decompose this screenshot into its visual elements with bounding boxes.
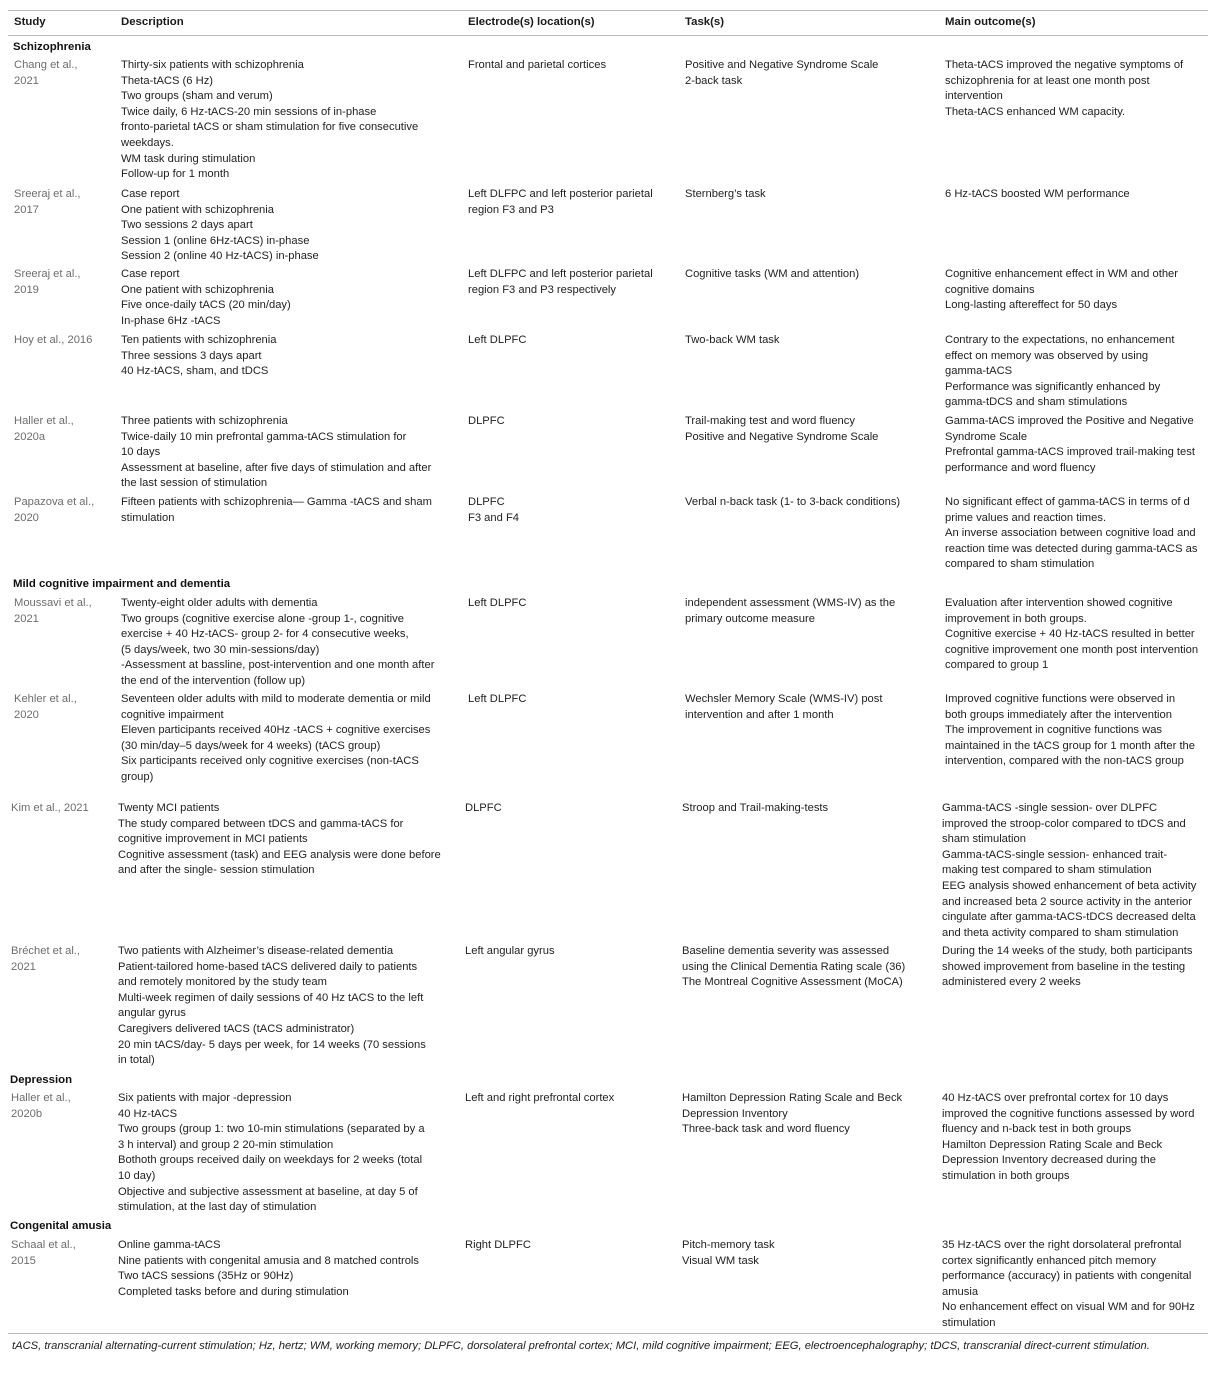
cell-line: Patient-tailored home-based tACS delivered daily to patients <box>118 960 418 973</box>
cell-line: making test compared to sham stimulation <box>942 864 1152 877</box>
cell-study <box>14 58 77 89</box>
section-heading: Schizophrenia <box>13 41 91 53</box>
cell-line: Sreeraj et al., <box>14 188 81 200</box>
cell-line: Left and right prefrontal cortex <box>465 1092 615 1104</box>
header-rule <box>8 35 1208 36</box>
cell-line: 2020b <box>11 1107 43 1120</box>
cell-line: Contrary to the expectations, no enhancement <box>945 334 1175 346</box>
cell-line: 2021 <box>14 612 39 625</box>
cell-tasks <box>685 495 900 511</box>
cell-line: Positive and Negative Syndrome Scale <box>685 59 879 71</box>
cell-line: One patient with schizophrenia <box>121 203 274 216</box>
cell-electrode <box>468 596 526 612</box>
cell-line: independent assessment (WMS-IV) as the <box>685 597 896 609</box>
cell-line: Schaal et al., <box>11 1239 76 1251</box>
cell-line: In-phase 6Hz -tACS <box>121 314 221 327</box>
cell-line: Online gamma-tACS <box>118 1239 221 1251</box>
cell-line: the end of the intervention (follow up) <box>121 674 306 687</box>
cell-line: -Assessment at bassline, post-intervention and one month after <box>121 659 435 672</box>
cell-outcome <box>942 801 1196 941</box>
cell-line: group) <box>121 770 154 783</box>
header-tasks: Task(s) <box>685 16 725 28</box>
cell-line: 3 h interval) and group 2 20-min stimulation <box>118 1138 334 1151</box>
cell-outcome <box>945 333 1175 411</box>
cell-line: Hamilton Depression Rating Scale and Beck <box>942 1138 1163 1151</box>
cell-study <box>14 495 94 526</box>
cell-outcome <box>945 596 1198 674</box>
cell-line: DLPFC <box>468 496 505 508</box>
cell-line: intervention <box>945 90 1003 103</box>
cell-description <box>121 333 276 380</box>
cell-line: Left DLFPC and left posterior parietal <box>468 188 653 200</box>
cell-line: 2015 <box>11 1254 36 1267</box>
cell-line: During the 14 weeks of the study, both participants <box>942 945 1193 957</box>
cell-line: primary outcome measure <box>685 612 815 625</box>
cell-electrode <box>468 267 653 298</box>
cell-line: 2-back task <box>685 74 743 87</box>
cell-line: Frontal and parietal cortices <box>468 59 607 71</box>
cell-line: 2020 <box>14 708 39 721</box>
cell-line: gamma-tACS <box>945 365 1013 378</box>
cell-line: Two groups (cognitive exercise alone -group 1-, cognitive <box>121 612 404 625</box>
cell-description <box>118 1091 425 1216</box>
cell-electrode <box>465 944 555 960</box>
cell-line: Sternberg’s task <box>685 188 766 200</box>
header-outcome: Main outcome(s) <box>945 16 1036 28</box>
cell-line: Bréchet et al., <box>11 945 81 957</box>
cell-outcome <box>945 58 1183 120</box>
cell-description <box>118 944 426 1069</box>
cell-outcome <box>945 414 1195 476</box>
cell-line: Cognitive tasks (WM and attention) <box>685 268 860 280</box>
cell-outcome <box>945 267 1178 314</box>
cell-line: gamma-tDCS and sham stimulations <box>945 396 1128 409</box>
cell-electrode <box>468 692 526 708</box>
cell-line: Two groups (sham and verum) <box>121 90 273 103</box>
cell-line: 40 Hz-tACS <box>118 1107 178 1120</box>
cell-line: Kehler et al., <box>14 693 77 705</box>
cell-description <box>121 495 432 526</box>
cell-tasks <box>685 596 895 627</box>
cell-line: performance and word fluency <box>945 461 1096 474</box>
cell-line: improved the cognitive functions assessed by word <box>942 1107 1195 1120</box>
cell-line: Three patients with schizophrenia <box>121 415 288 427</box>
cell-line: 20 min tACS/day- 5 days per week, for 14 weeks (70 sessions <box>118 1038 426 1051</box>
cell-line: fluency and n-back test in both groups <box>942 1123 1132 1136</box>
cell-line: 2020 <box>14 511 39 524</box>
cell-line: Two groups (group 1: two 10-min stimulations (separated by a <box>118 1123 425 1136</box>
cell-line: intervention, compared with the non-tACS group <box>945 755 1184 768</box>
cell-line: Bothoth groups received daily on weekdays for 2 weeks (total <box>118 1154 423 1167</box>
cell-line: exercise + 40 Hz-tACS- group 2- for 4 consecutive weeks, <box>121 628 409 641</box>
cell-line: compared to sham stimulation <box>945 558 1095 571</box>
cell-line: Pitch-memory task <box>682 1239 775 1251</box>
section-heading: Congenital amusia <box>10 1220 112 1232</box>
cell-description <box>121 692 431 786</box>
cell-tasks <box>682 1091 902 1138</box>
cell-line: Baseline dementia severity was assessed <box>682 945 890 957</box>
cell-study <box>14 596 92 627</box>
cell-line: Cognitive enhancement effect in WM and other <box>945 268 1178 280</box>
cell-line: Ten patients with schizophrenia <box>121 334 277 346</box>
cell-line: stimulation <box>121 511 175 524</box>
cell-line: stimulation in both groups <box>942 1169 1070 1182</box>
cell-line: Left DLPFC <box>468 334 527 346</box>
cell-line: Eleven participants received 40Hz -tACS + cognitive exercises <box>121 724 431 737</box>
header-electrode: Electrode(s) location(s) <box>468 16 595 28</box>
cell-line: The study compared between tDCS and gamma-tACS for <box>118 817 404 830</box>
cell-tasks <box>685 414 878 445</box>
cell-line: Twice daily, 6 Hz-tACS-20 min sessions of in-phase <box>121 105 377 118</box>
cell-electrode <box>465 1238 531 1254</box>
cell-line: and theta activity compared to sham stimulation <box>942 926 1179 939</box>
cell-line: amusia <box>942 1285 979 1298</box>
cell-tasks <box>685 187 766 203</box>
cell-line: stimulation, at the last day of stimulation <box>118 1201 317 1214</box>
cell-line: Theta-tACS (6 Hz) <box>121 74 214 87</box>
header-description: Description <box>121 16 184 28</box>
cell-line: Right DLPFC <box>465 1239 531 1251</box>
cell-line: 2021 <box>11 960 36 973</box>
cell-line: 40 Hz-tACS over prefrontal cortex for 10 days <box>942 1092 1169 1104</box>
cell-line: Left angular gyrus <box>465 945 555 957</box>
cell-line: Wechsler Memory Scale (WMS-IV) post <box>685 693 883 705</box>
cell-electrode <box>465 1091 614 1107</box>
cell-line: Caregivers delivered tACS (tACS administrator) <box>118 1022 355 1035</box>
cell-line: angular gyrus <box>118 1007 186 1020</box>
cell-line: No enhancement effect on visual WM and for 90Hz <box>942 1301 1195 1314</box>
cell-line: Two-back WM task <box>685 334 780 346</box>
cell-line: Session 1 (online 6Hz-tACS) in-phase <box>121 234 310 247</box>
cell-line: No significant effect of gamma-tACS in terms of d <box>945 496 1190 508</box>
cell-line: Three sessions 3 days apart <box>121 349 262 362</box>
cell-tasks <box>682 1238 775 1269</box>
cell-line: Left DLPFC <box>468 693 527 705</box>
cell-line: Improved cognitive functions were observed in <box>945 693 1176 705</box>
cell-study <box>14 187 81 218</box>
cell-line: performance (accuracy) in patients with congenital <box>942 1270 1192 1283</box>
cell-line: prime values and reaction times. <box>945 511 1107 524</box>
cell-line: schizophrenia for at least one month post <box>945 74 1150 87</box>
cell-line: (5 days/week, two 30 min-sessions/day) <box>121 643 320 656</box>
cell-line: Haller et al., <box>14 415 74 427</box>
cell-line: Gamma-tACS -single session- over DLPFC <box>942 802 1158 814</box>
cell-line: in total) <box>118 1054 155 1067</box>
cell-line: Twenty-eight older adults with dementia <box>121 597 318 609</box>
cell-line: Performance was significantly enhanced by <box>945 380 1161 393</box>
section-heading: Depression <box>10 1074 73 1086</box>
cell-line: Case report <box>121 268 180 280</box>
cell-line: 35 Hz-tACS over the right dorsolateral prefrontal <box>942 1239 1182 1251</box>
section-heading: Mild cognitive impairment and dementia <box>13 578 231 590</box>
cell-line: Cognitive assessment (task) and EEG analysis were done before <box>118 848 441 861</box>
cell-tasks <box>682 801 828 817</box>
cell-tasks <box>682 944 905 991</box>
cell-line: Kim et al., 2021 <box>11 802 89 814</box>
cell-study <box>14 333 92 349</box>
cell-line: Follow-up for 1 month <box>121 168 230 181</box>
cell-line: An inverse association between cognitive load and <box>945 527 1196 540</box>
cell-line: and after the single- session stimulation <box>118 864 315 877</box>
cell-electrode <box>468 333 526 349</box>
cell-line: cognitive domains <box>945 283 1035 296</box>
cell-line: Verbal n-back task (1- to 3-back conditions) <box>685 496 901 508</box>
cell-line: Twenty MCI patients <box>118 802 220 814</box>
cell-line: Evaluation after intervention showed cognitive <box>945 597 1173 609</box>
cell-line: and increased beta 2 source activity in the anterior <box>942 895 1192 908</box>
cell-electrode <box>468 414 505 430</box>
cell-line: Visual WM task <box>682 1254 759 1267</box>
cell-line: Depression Inventory decreased during the <box>942 1154 1156 1167</box>
cell-electrode <box>468 187 653 218</box>
cell-line: Sreeraj et al., <box>14 268 81 280</box>
cell-line: The improvement in cognitive functions was <box>945 724 1163 737</box>
cell-line: Two tACS sessions (35Hz or 90Hz) <box>118 1270 294 1283</box>
cell-line: Completed tasks before and during stimulation <box>118 1285 349 1298</box>
cell-line: One patient with schizophrenia <box>121 283 274 296</box>
cell-line: (30 min/day–5 days/week for 4 weeks) (tACS group) <box>121 739 381 752</box>
cell-line: Five once-daily tACS (20 min/day) <box>121 299 291 312</box>
cell-outcome <box>942 944 1192 991</box>
cell-line: cingulate after gamma-tACS-tDCS decreased delta <box>942 911 1196 924</box>
cell-line: Nine patients with congenital amusia and 8 matched controls <box>118 1254 419 1267</box>
cell-line: Assessment at baseline, after five days of stimulation and after <box>121 461 432 474</box>
cell-line: region F3 and P3 <box>468 203 554 216</box>
cell-line: Hoy et al., 2016 <box>14 334 93 346</box>
cell-study <box>14 267 81 298</box>
cell-study <box>11 801 89 817</box>
cell-line: Chang et al., <box>14 59 78 71</box>
cell-line: Syndrome Scale <box>945 430 1028 443</box>
cell-line: 2020a <box>14 430 46 443</box>
cell-line: Two patients with Alzheimer’s disease-related dementia <box>118 945 394 957</box>
cell-study <box>14 414 74 445</box>
cell-study <box>14 692 77 723</box>
cell-line: Gamma-tACS improved the Positive and Negative <box>945 415 1194 427</box>
cell-line: Theta-tACS improved the negative symptoms of <box>945 59 1184 71</box>
cell-line: WM task during stimulation <box>121 152 256 165</box>
cell-line: region F3 and P3 respectively <box>468 283 617 296</box>
cell-line: Trail-making test and word fluency <box>685 415 855 427</box>
cell-line: DLPFC <box>468 415 505 427</box>
cell-line: using the Clinical Dementia Rating scale (36) <box>682 960 906 973</box>
cell-line: Papazova et al., <box>14 496 95 508</box>
cell-line: Six participants received only cognitive exercises (non-tACS <box>121 755 419 768</box>
cell-line: Case report <box>121 188 180 200</box>
cell-description <box>118 1238 419 1300</box>
cell-line: fronto-parietal tACS or sham stimulation for five consecutive <box>121 121 419 134</box>
cell-line: Prefrontal gamma-tACS improved trail-making test <box>945 446 1195 459</box>
cell-outcome <box>942 1238 1195 1332</box>
cell-line: improved the stroop-color compared to tDCS and <box>942 817 1186 830</box>
cell-line: 2019 <box>14 283 39 296</box>
cell-line: The Montreal Cognitive Assessment (MoCA) <box>682 976 903 989</box>
cell-line: F3 and F4 <box>468 511 519 524</box>
cell-line: 6 Hz-tACS boosted WM performance <box>945 188 1130 200</box>
cell-tasks <box>685 267 859 283</box>
cell-line: Moussavi et al., <box>14 597 92 609</box>
cell-tasks <box>685 58 878 89</box>
cell-outcome <box>945 187 1130 203</box>
cell-line: Twice-daily 10 min prefrontal gamma-tACS stimulation for <box>121 430 407 443</box>
cell-line: the last session of stimulation <box>121 477 268 490</box>
cell-outcome <box>942 1091 1194 1185</box>
cell-line: 2021 <box>14 74 39 87</box>
cell-line: effect on memory was observed by using <box>945 349 1149 362</box>
cell-line: reaction time was detected during gamma-tACS as <box>945 542 1198 555</box>
cell-line: Stroop and Trail-making-tests <box>682 802 829 814</box>
cell-outcome <box>945 495 1197 573</box>
cell-line: EEG analysis showed enhancement of beta activity <box>942 879 1197 892</box>
cell-line: both groups immediately after the intervention <box>945 708 1172 721</box>
cell-line: Objective and subjective assessment at baseline, at day 5 of <box>118 1185 418 1198</box>
cell-line: intervention and after 1 month <box>685 708 834 721</box>
header-study: Study <box>14 16 46 28</box>
cell-study <box>11 1091 71 1122</box>
table-footnote: tACS, transcranial alternating-current stimulation; Hz, hertz; WM, working memory; DLPFC, dorsolateral prefrontal cortex; MCI, mild cognitive impairment; EEG, electroencephalography; tDCS, transcranial direct-current stimulation. <box>12 1340 1150 1352</box>
cell-line: 10 days <box>121 446 161 459</box>
cell-line: 40 Hz-tACS, sham, and tDCS <box>121 365 269 378</box>
cell-description <box>121 596 434 690</box>
cell-line: Left DLFPC and left posterior parietal <box>468 268 653 280</box>
cell-line: cognitive improvement in MCI patients <box>118 833 308 846</box>
cell-line: DLPFC <box>465 802 502 814</box>
cell-line: showed improvement from baseline in the testing <box>942 960 1186 973</box>
table-top-rule <box>8 10 1208 11</box>
cell-line: Thirty-six patients with schizophrenia <box>121 59 304 71</box>
cell-line: Theta-tACS enhanced WM capacity. <box>945 105 1126 118</box>
cell-line: Multi-week regimen of daily sessions of 40 Hz tACS to the left <box>118 991 424 1004</box>
cell-line: administered every 2 weeks <box>942 976 1081 989</box>
cell-line: Gamma-tACS-single session- enhanced trait- <box>942 848 1168 861</box>
cell-line: sham stimulation <box>942 833 1026 846</box>
cell-line: Seventeen older adults with mild to moderate dementia or mild <box>121 693 431 705</box>
cell-line: weekdays. <box>121 136 174 149</box>
cell-line: Depression Inventory <box>682 1107 788 1120</box>
cell-line: 10 day) <box>118 1169 156 1182</box>
cell-line: cortex significantly enhanced pitch memory <box>942 1254 1156 1267</box>
cell-electrode <box>468 495 519 526</box>
cell-description <box>121 58 418 183</box>
cell-line: Six patients with major -depression <box>118 1092 292 1104</box>
cell-line: Three-back task and word fluency <box>682 1123 850 1136</box>
cell-line: Left DLPFC <box>468 597 527 609</box>
cell-description <box>121 187 319 265</box>
cell-outcome <box>945 692 1195 770</box>
cell-line: Two sessions 2 days apart <box>121 219 253 232</box>
cell-line: 2017 <box>14 203 39 216</box>
cell-line: Hamilton Depression Rating Scale and Beck <box>682 1092 903 1104</box>
cell-line: Haller et al., <box>11 1092 71 1104</box>
table-bottom-rule <box>8 1333 1208 1334</box>
cell-line: cognitive improvement one month post intervention <box>945 643 1199 656</box>
cell-line: Long-lasting aftereffect for 50 days <box>945 299 1118 312</box>
cell-line: stimulation <box>942 1316 996 1329</box>
cell-line: maintained in the tACS group for 1 month after the <box>945 739 1195 752</box>
cell-electrode <box>465 801 502 817</box>
cell-line: improvement in both groups. <box>945 612 1087 625</box>
cell-description <box>118 801 441 879</box>
cell-line: Session 2 (online 40 Hz-tACS) in-phase <box>121 250 319 263</box>
cell-study <box>11 1238 76 1269</box>
cell-description <box>121 414 431 492</box>
cell-description <box>121 267 291 329</box>
cell-study <box>11 944 80 975</box>
cell-line: cognitive impairment <box>121 708 224 721</box>
cell-line: Cognitive exercise + 40 Hz-tACS resulted in better <box>945 628 1195 641</box>
cell-electrode <box>468 58 606 74</box>
cell-line: Positive and Negative Syndrome Scale <box>685 430 879 443</box>
cell-tasks <box>685 333 780 349</box>
cell-line: and remotely monitored by the study team <box>118 976 327 989</box>
cell-line: compared to group 1 <box>945 659 1049 672</box>
cell-tasks <box>685 692 882 723</box>
cell-line: Fifteen patients with schizophrenia— Gamma -tACS and sham <box>121 496 432 508</box>
